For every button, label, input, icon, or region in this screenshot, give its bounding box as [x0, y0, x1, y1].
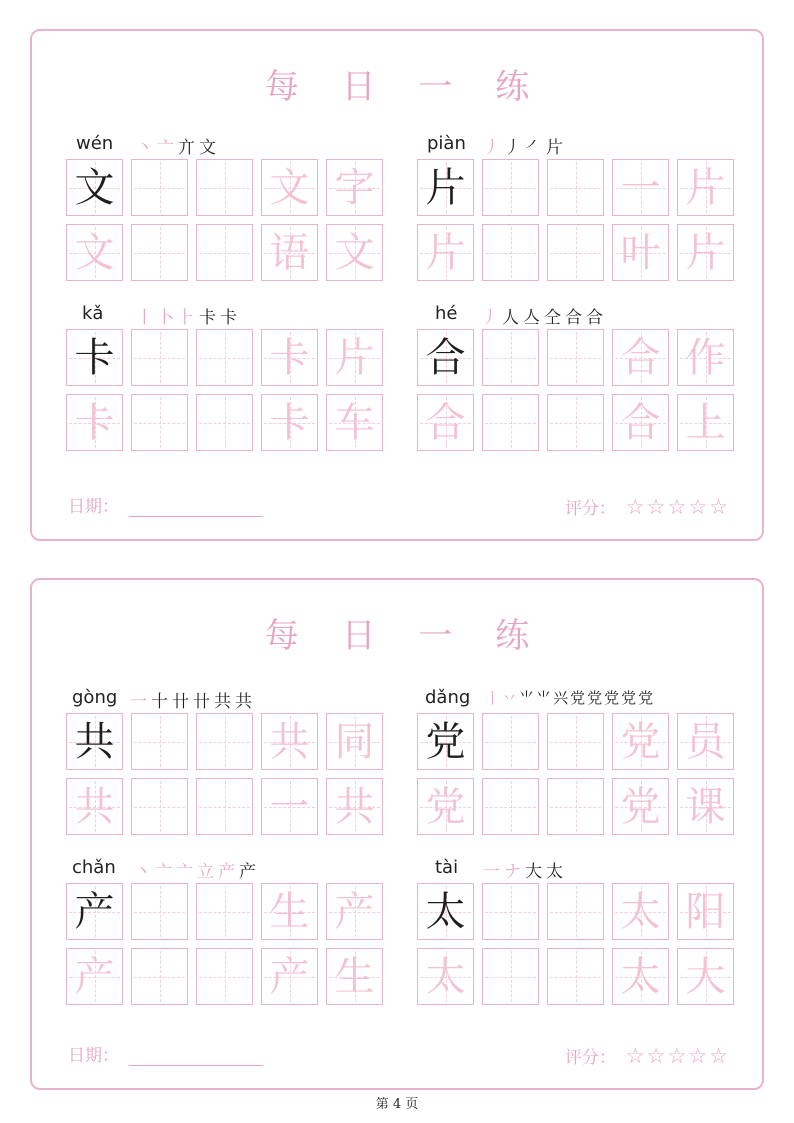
writing-row-2 — [66, 948, 383, 1005]
writing-row-2 — [66, 224, 383, 281]
stroke-step: 合 — [565, 308, 582, 328]
stroke-order — [130, 687, 256, 712]
model-character: 产 — [74, 888, 115, 935]
stroke-step: ㇒ — [525, 138, 542, 158]
writing-cell[interactable] — [131, 948, 188, 1005]
practice-card-1 — [30, 29, 764, 541]
trace-character — [548, 949, 603, 1004]
trace-character: 字 — [334, 164, 375, 211]
writing-cell[interactable] — [612, 224, 669, 281]
trace-character — [483, 884, 538, 939]
writing-cell[interactable] — [482, 948, 539, 1005]
writing-row-1 — [66, 713, 383, 770]
writing-cell[interactable] — [547, 778, 604, 835]
score-label: 评分： — [564, 499, 616, 519]
date-input-line[interactable] — [129, 499, 263, 517]
stroke-step: 共 — [214, 692, 231, 712]
model-character: 共 — [74, 718, 115, 765]
writing-cell[interactable] — [326, 883, 383, 940]
writing-cell[interactable] — [196, 713, 253, 770]
date-input-line[interactable] — [129, 1048, 263, 1066]
trace-character: 党 — [620, 718, 661, 765]
model-character: 太 — [425, 888, 466, 935]
writing-cell[interactable] — [547, 394, 604, 451]
stroke-step: 共 — [235, 692, 252, 712]
trace-character — [548, 160, 603, 215]
writing-cell[interactable] — [612, 394, 669, 451]
stroke-step: 党 — [604, 689, 620, 707]
writing-cell[interactable] — [196, 224, 253, 281]
stroke-step: 文 — [199, 138, 216, 158]
writing-cell[interactable] — [417, 159, 474, 216]
trace-character — [132, 884, 187, 939]
score-field — [565, 1043, 730, 1068]
writing-cell[interactable] — [417, 713, 474, 770]
stroke-step: 卡 — [199, 308, 216, 328]
trace-character — [548, 395, 603, 450]
trace-character: 共 — [334, 783, 375, 830]
stroke-step: 十 — [151, 692, 168, 712]
trace-character: 语 — [269, 229, 310, 276]
stroke-step: ⺊ — [178, 308, 195, 328]
trace-character: 党 — [620, 783, 661, 830]
writing-cell[interactable] — [612, 948, 669, 1005]
writing-cell[interactable] — [547, 713, 604, 770]
date-field — [68, 492, 263, 517]
trace-character — [132, 395, 187, 450]
card-title: 每 日 一 练 — [264, 67, 546, 107]
trace-character: 太 — [620, 888, 661, 935]
trace-character: 阳 — [685, 888, 726, 935]
stroke-step: ⺌ — [536, 689, 552, 707]
stroke-step: 丨 — [136, 308, 153, 328]
writing-cell[interactable] — [131, 159, 188, 216]
trace-character: 产 — [334, 888, 375, 935]
trace-character: 同 — [334, 718, 375, 765]
stroke-order — [134, 857, 260, 882]
trace-character: 产 — [74, 953, 115, 1000]
writing-cell[interactable] — [66, 329, 123, 386]
score-field — [565, 494, 730, 519]
character-block-gong — [66, 687, 386, 835]
stroke-step: 大 — [525, 862, 542, 882]
character-block-dang — [417, 687, 737, 835]
date-field — [68, 1041, 263, 1066]
trace-character — [548, 225, 603, 280]
character-block-wen — [66, 133, 386, 281]
pinyin-label: hé — [435, 303, 458, 324]
writing-cell[interactable] — [677, 329, 734, 386]
model-character: 片 — [425, 164, 466, 211]
writing-cell[interactable] — [677, 778, 734, 835]
writing-cell[interactable] — [612, 329, 669, 386]
trace-character: 卡 — [74, 399, 115, 446]
stroke-step: 兴 — [553, 689, 569, 707]
writing-cell[interactable] — [677, 224, 734, 281]
trace-character: 共 — [269, 718, 310, 765]
trace-character: 作 — [685, 334, 726, 381]
trace-character: 卡 — [269, 399, 310, 446]
stroke-step: 丿 — [504, 138, 521, 158]
writing-cell[interactable] — [196, 778, 253, 835]
pinyin-label: kǎ — [82, 303, 104, 324]
stroke-step: 卄 — [172, 692, 189, 712]
stroke-step: 党 — [587, 689, 603, 707]
writing-cell[interactable] — [326, 948, 383, 1005]
star-rating-icon[interactable]: ☆☆☆☆☆ — [625, 1043, 730, 1068]
stroke-step: 亣 — [178, 138, 195, 158]
practice-card-2 — [30, 578, 764, 1090]
writing-cell[interactable] — [612, 713, 669, 770]
writing-cell[interactable] — [131, 224, 188, 281]
trace-character: 生 — [269, 888, 310, 935]
stroke-step: 丨 — [485, 689, 501, 707]
trace-character: 合 — [620, 334, 661, 381]
trace-character: 车 — [334, 399, 375, 446]
model-character: 文 — [74, 164, 115, 211]
writing-cell[interactable] — [482, 329, 539, 386]
stroke-step: 丷 — [502, 689, 518, 707]
writing-cell[interactable] — [417, 883, 474, 940]
writing-cell[interactable] — [131, 778, 188, 835]
pinyin-label: wén — [76, 133, 114, 154]
trace-character: 课 — [685, 783, 726, 830]
stroke-step: 片 — [546, 138, 563, 158]
writing-cell[interactable] — [677, 948, 734, 1005]
writing-row-1 — [66, 159, 383, 216]
trace-character — [197, 330, 252, 385]
writing-cell[interactable] — [66, 713, 123, 770]
writing-cell[interactable] — [131, 883, 188, 940]
model-character: 合 — [425, 334, 466, 381]
stroke-step: 党 — [570, 689, 586, 707]
stroke-order — [136, 133, 220, 158]
trace-character: 上 — [685, 399, 726, 446]
stroke-step: 亠 — [176, 862, 193, 882]
stroke-step: ⺌ — [519, 689, 535, 707]
trace-character — [197, 160, 252, 215]
score-label: 评分： — [564, 1048, 616, 1068]
trace-character: 片 — [425, 229, 466, 276]
writing-cell[interactable] — [547, 883, 604, 940]
writing-row-1 — [417, 159, 734, 216]
stroke-step: 亠 — [157, 138, 174, 158]
writing-row-1 — [417, 713, 734, 770]
writing-cell[interactable] — [131, 713, 188, 770]
writing-cell[interactable] — [261, 159, 318, 216]
writing-row-2 — [417, 394, 734, 451]
trace-character — [197, 779, 252, 834]
writing-cell[interactable] — [482, 394, 539, 451]
writing-cell[interactable] — [66, 394, 123, 451]
stroke-step: 丿 — [481, 308, 498, 328]
trace-character — [483, 714, 538, 769]
writing-cell[interactable] — [547, 224, 604, 281]
stroke-step: 亠 — [155, 862, 172, 882]
trace-character: 大 — [685, 953, 726, 1000]
writing-cell[interactable] — [66, 224, 123, 281]
stroke-step: 卄 — [193, 692, 210, 712]
trace-character — [548, 779, 603, 834]
writing-cell[interactable] — [612, 778, 669, 835]
writing-row-2 — [417, 948, 734, 1005]
writing-cell[interactable] — [612, 159, 669, 216]
character-block-chan — [66, 857, 386, 1005]
star-rating-icon[interactable]: ☆☆☆☆☆ — [625, 494, 730, 519]
writing-cell[interactable] — [196, 394, 253, 451]
writing-cell[interactable] — [677, 394, 734, 451]
writing-cell[interactable] — [482, 778, 539, 835]
trace-character — [197, 949, 252, 1004]
writing-cell[interactable] — [261, 948, 318, 1005]
writing-cell[interactable] — [326, 159, 383, 216]
stroke-order — [136, 303, 241, 328]
stroke-step: 党 — [638, 689, 654, 707]
trace-character — [132, 225, 187, 280]
writing-cell[interactable] — [482, 883, 539, 940]
writing-cell[interactable] — [131, 329, 188, 386]
trace-character: 一 — [269, 783, 310, 830]
trace-character: 文 — [74, 229, 115, 276]
trace-character: 党 — [425, 783, 466, 830]
stroke-step: 产 — [239, 862, 256, 882]
trace-character: 太 — [620, 953, 661, 1000]
writing-cell[interactable] — [131, 394, 188, 451]
stroke-step: 丶 — [134, 862, 151, 882]
trace-character: 生 — [334, 953, 375, 1000]
stroke-step: 太 — [546, 862, 563, 882]
writing-cell[interactable] — [66, 883, 123, 940]
trace-character: 片 — [685, 164, 726, 211]
writing-cell[interactable] — [677, 713, 734, 770]
writing-cell[interactable] — [196, 329, 253, 386]
trace-character — [197, 884, 252, 939]
writing-cell[interactable] — [677, 883, 734, 940]
stroke-order — [485, 687, 653, 708]
trace-character — [483, 949, 538, 1004]
writing-cell[interactable] — [417, 329, 474, 386]
writing-row-1 — [417, 329, 734, 386]
trace-character — [132, 779, 187, 834]
character-block-tai — [417, 857, 737, 1005]
writing-row-2 — [417, 778, 734, 835]
trace-character — [132, 714, 187, 769]
writing-cell[interactable] — [417, 778, 474, 835]
stroke-step: ナ — [504, 862, 521, 882]
pinyin-label: chǎn — [72, 857, 116, 878]
trace-character: 文 — [269, 164, 310, 211]
writing-cell[interactable] — [66, 159, 123, 216]
writing-row-1 — [417, 883, 734, 940]
writing-row-2 — [66, 778, 383, 835]
trace-character — [548, 714, 603, 769]
date-label: 日期： — [68, 1046, 119, 1066]
trace-character — [483, 779, 538, 834]
model-character: 卡 — [74, 334, 115, 381]
writing-cell[interactable] — [482, 224, 539, 281]
writing-cell[interactable] — [326, 394, 383, 451]
writing-cell[interactable] — [196, 948, 253, 1005]
stroke-step: 人 — [502, 308, 519, 328]
pinyin-label: gòng — [72, 687, 118, 708]
writing-row-1 — [66, 883, 383, 940]
trace-character: 合 — [620, 399, 661, 446]
trace-character: 共 — [74, 783, 115, 830]
trace-character: 一 — [620, 164, 661, 211]
trace-character — [132, 160, 187, 215]
pinyin-label: dǎng — [425, 687, 471, 708]
trace-character: 产 — [269, 953, 310, 1000]
stroke-step: 丿 — [483, 138, 500, 158]
trace-character: 太 — [425, 953, 466, 1000]
pinyin-label: tài — [435, 857, 459, 878]
writing-cell[interactable] — [677, 159, 734, 216]
stroke-step: 卜 — [157, 308, 174, 328]
character-block-ka — [66, 303, 386, 451]
trace-character: 叶 — [620, 229, 661, 276]
writing-cell[interactable] — [547, 159, 604, 216]
trace-character — [483, 330, 538, 385]
trace-character — [483, 225, 538, 280]
trace-character: 片 — [685, 229, 726, 276]
writing-cell[interactable] — [66, 778, 123, 835]
writing-cell[interactable] — [482, 159, 539, 216]
trace-character — [197, 395, 252, 450]
trace-character — [548, 884, 603, 939]
writing-cell[interactable] — [547, 329, 604, 386]
writing-cell[interactable] — [261, 394, 318, 451]
writing-cell[interactable] — [196, 883, 253, 940]
writing-cell[interactable] — [261, 883, 318, 940]
writing-cell[interactable] — [482, 713, 539, 770]
card-title: 每 日 一 练 — [264, 616, 546, 656]
writing-cell[interactable] — [417, 224, 474, 281]
date-label: 日期： — [68, 497, 119, 517]
trace-character: 片 — [334, 334, 375, 381]
model-character: 党 — [425, 718, 466, 765]
writing-cell[interactable] — [326, 224, 383, 281]
stroke-step: 卡 — [220, 308, 237, 328]
trace-character: 文 — [334, 229, 375, 276]
writing-cell[interactable] — [261, 778, 318, 835]
stroke-order — [481, 303, 607, 328]
stroke-step: 立 — [197, 862, 214, 882]
trace-character: 合 — [425, 399, 466, 446]
writing-cell[interactable] — [261, 329, 318, 386]
trace-character — [548, 330, 603, 385]
trace-character — [132, 330, 187, 385]
writing-cell[interactable] — [326, 778, 383, 835]
writing-cell[interactable] — [261, 224, 318, 281]
writing-row-2 — [66, 394, 383, 451]
writing-cell[interactable] — [326, 713, 383, 770]
trace-character — [483, 395, 538, 450]
trace-character — [197, 225, 252, 280]
writing-cell[interactable] — [261, 713, 318, 770]
stroke-step: 一 — [130, 692, 147, 712]
page-number: 第 4 页 — [375, 1097, 419, 1112]
writing-cell[interactable] — [326, 329, 383, 386]
stroke-step: 合 — [586, 308, 603, 328]
trace-character — [132, 949, 187, 1004]
writing-row-1 — [66, 329, 383, 386]
trace-character — [197, 714, 252, 769]
writing-cell[interactable] — [612, 883, 669, 940]
writing-cell[interactable] — [196, 159, 253, 216]
stroke-step: 丶 — [136, 138, 153, 158]
stroke-step: 亼 — [523, 308, 540, 328]
stroke-order — [483, 857, 567, 882]
stroke-order — [483, 133, 567, 158]
stroke-step: 党 — [621, 689, 637, 707]
pinyin-label: piàn — [427, 133, 466, 154]
trace-character: 员 — [685, 718, 726, 765]
stroke-step: 一 — [483, 862, 500, 882]
stroke-step: 产 — [218, 862, 235, 882]
writing-cell[interactable] — [66, 948, 123, 1005]
trace-character: 卡 — [269, 334, 310, 381]
writing-row-2 — [417, 224, 734, 281]
character-block-he — [417, 303, 737, 451]
trace-character — [483, 160, 538, 215]
writing-cell[interactable] — [547, 948, 604, 1005]
writing-cell[interactable] — [417, 394, 474, 451]
character-block-pian — [417, 133, 737, 281]
writing-cell[interactable] — [417, 948, 474, 1005]
stroke-step: 仝 — [544, 308, 561, 328]
